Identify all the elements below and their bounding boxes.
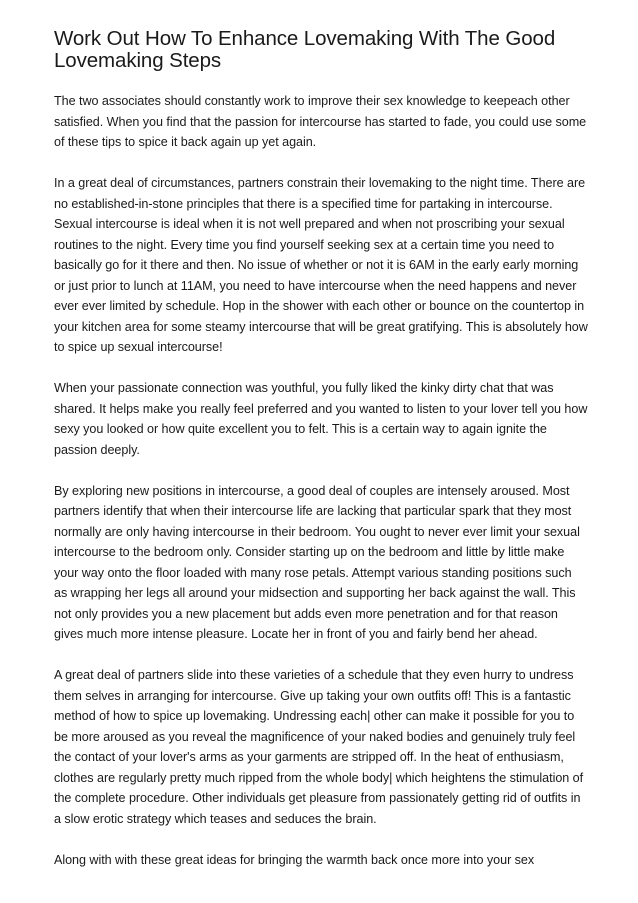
paragraph-5: A great deal of partners slide into these varieties of a schedule that they even hurry to undress them selves in arranging for intercourse. Give up taking your own outfits off! This is a fantastic method of how to spice up lovemaking. Undressing each| other can make it possible for you to be more aroused as you reveal the magnificence of your naked bodies and genuinely truly feel the contact of your lover's arms as your garments are stripped off. In the heat of enthusiasm, clothes are regularly pretty much ripped from the whole body| which heightens the stimulation of the complete procedure. Other individuals get pleasure from passionately getting rid of outfits in a slow erotic strategy which teases and seduces the brain. bbox=[54, 668, 584, 826]
document-page bbox=[54, 28, 588, 891]
paragraph-4: By exploring new positions in intercourse, a good deal of couples are intensely aroused. Most partners identify that when their intercourse life are lacking that particular spark that they most normally are only having intercourse in their bedroom. You ought to never ever limit your sexual intercourse to the bedroom only. Consider starting up on the bedroom and little by little make your way onto the floor loaded with many rose petals. Attempt various standing positions such as wrapping her legs all around your midsection and supporting her back against the wall. This not only provides you a new placement but adds even more penetration and for that reason gives much more intense pleasure. Locate her in front of you and fairly bend her ahead. bbox=[54, 483, 580, 641]
page-title: Work Out How To Enhance Lovemaking With The Good Lovemaking Steps bbox=[54, 27, 556, 72]
paragraph-3: When your passionate connection was youthful, you fully liked the kinky dirty chat that was shared. It helps make you really feel preferred and you wanted to listen to your lover tell you how sexy you looked or how quite excellent you to felt. This is a certain way to again ignite the passion deeply. bbox=[54, 381, 588, 457]
paragraph-2: In a great deal of circumstances, partners constrain their lovemaking to the night time. There are no established-in-stone principles that there is a specified time for partaking in intercourse. Sexual intercourse is ideal when it is not well prepared and when not proscribing your sexual routines to the night. Every time you find yourself seeking sex at a certain time you need to basically go for it there and then. No issue of whether or not it is 6AM in the early early morning or just prior to lunch at 11AM, you need to have intercourse when the need happens and never ever ever limited by schedule. Hop in the shower with each other or bounce on the countertop in your kitchen area for some steamy intercourse that will be great gratifying. This is absolutely how to spice up sexual intercourse! bbox=[54, 176, 588, 354]
paragraph-6: Along with with these great ideas for bringing the warmth back once more into your sex bbox=[54, 852, 535, 867]
paragraph-1: The two associates should constantly work to improve their sex knowledge to keepeach other satisfied. When you find that the passion for intercourse has started to fade, you could use some of these tips to spice it back again up yet again. bbox=[54, 94, 587, 149]
